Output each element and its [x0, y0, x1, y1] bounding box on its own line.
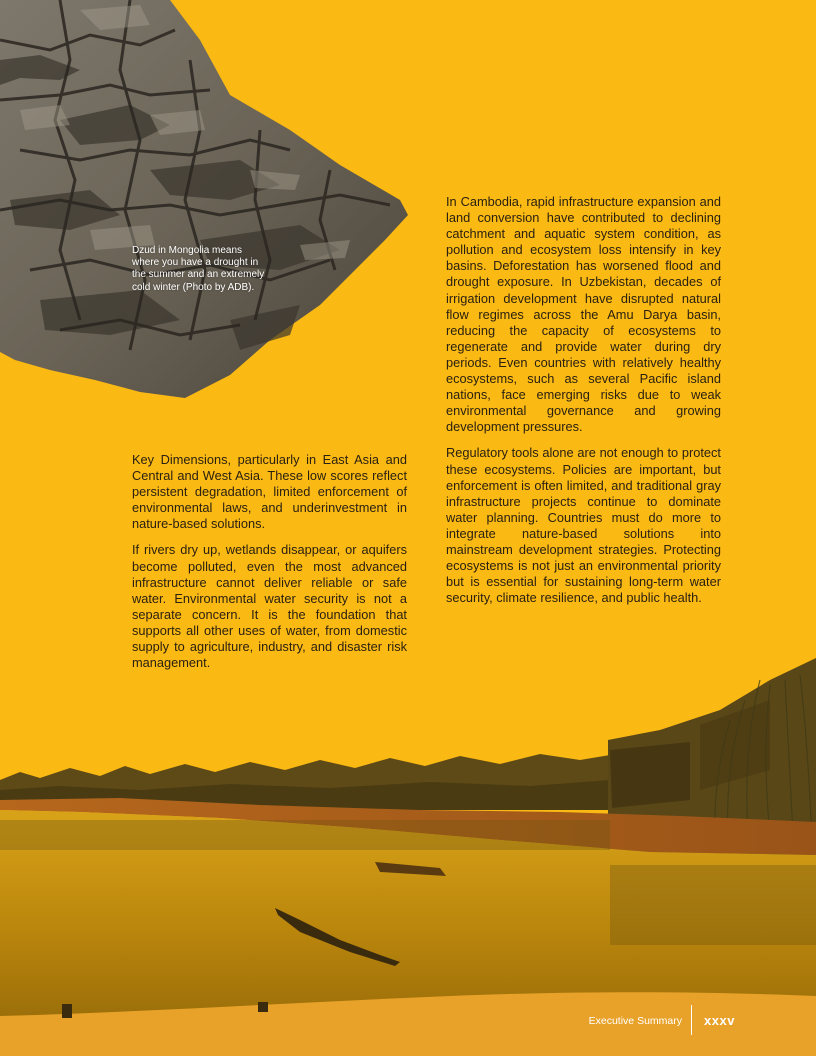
paragraph-regulatory-tools: Regulatory tools alone are not enough to protect these ecosystems. Policies are important, but enforcement is often limited, and traditional gray infrastructure projects continue to dominate water planning. Countries must do more to integrate nature-based solutions into mainstream development strategies. Protecting ecosystems is not just an environmental priority but is essential for sustaining long-term water security, climate resilience, and public health.: [446, 445, 721, 606]
footer-divider: [691, 1005, 692, 1035]
river-landscape-photo: [0, 640, 816, 1056]
left-text-column: [132, 452, 407, 681]
paragraph-cambodia: In Cambodia, rapid infrastructure expansion and land conversion have contributed to declining catchment and aquatic system condition, as pollution and ecosystem loss intensify in key basins. Deforestation has worsened flood and drought exposure. In Uzbekistan, decades of irrigation development have disrupted natural flow regimes across the Amu Darya basin, reducing the capacity of ecosystems to regenerate and provide water during dry periods. Even countries with relatively healthy ecosystems, such as several Pacific island nations, face emerging risks due to weak environmental governance and growing development pressures.: [446, 194, 721, 435]
cracked-earth-photo: [0, 0, 420, 400]
paragraph-rivers: If rivers dry up, wetlands disappear, or aquifers become polluted, even the most advanced infrastructure cannot deliver reliable or safe water. Environmental water security is not a separate concern. It is the foundation that supports all other uses of water, from domestic supply to agriculture, industry, and disaster risk management.: [132, 542, 407, 671]
page-number: xxxv: [704, 1013, 735, 1028]
photo-caption: Dzud in Mongolia means where you have a drought in the summer and an extremely cold winter (Photo by ADB).: [132, 245, 265, 293]
paragraph-key-dimensions: Key Dimensions, particularly in East Asia and Central and West Asia. These low scores reflect persistent degradation, limited enforcement of environmental laws, and underinvestment in nature-based solutions.: [132, 452, 407, 532]
footer-section-label: Executive Summary: [588, 1015, 682, 1027]
right-text-column: [446, 194, 721, 616]
